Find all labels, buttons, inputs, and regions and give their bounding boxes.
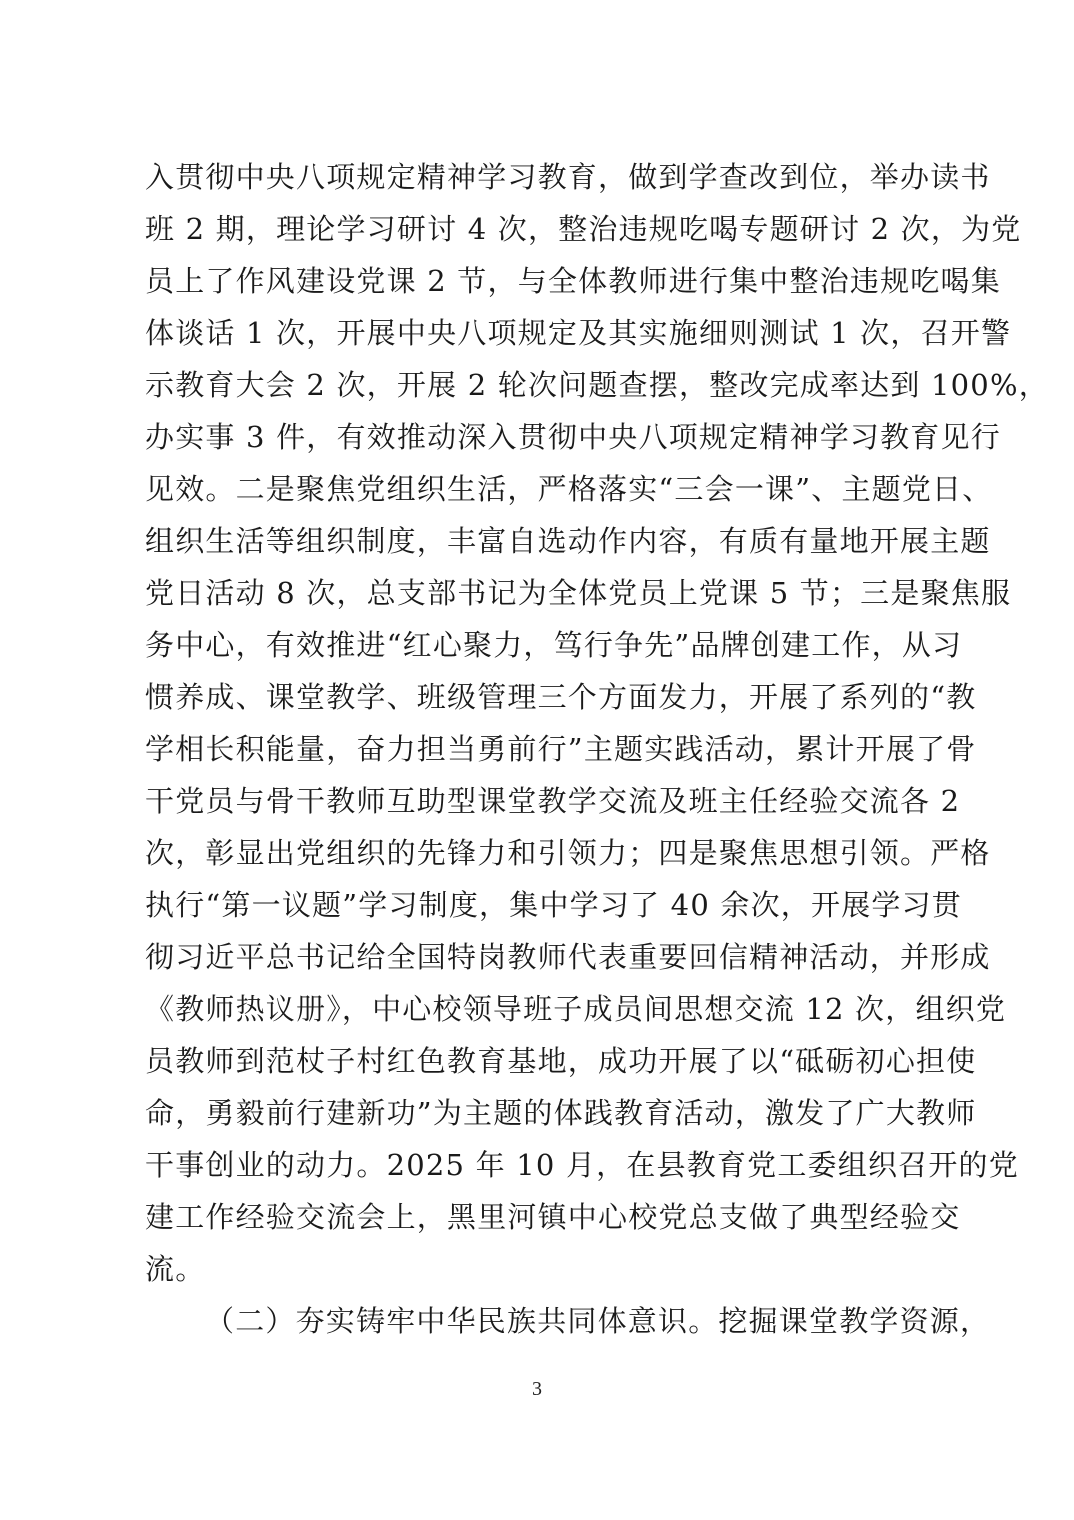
text-line: 示教育大会 2 次，开展 2 轮次问题查摆，整改完成率达到 100%， bbox=[145, 368, 1049, 402]
text-line: 班 2 期，理论学习研讨 4 次，整治违规吃喝专题研讨 2 次，为党 bbox=[145, 212, 1022, 246]
text-line: 组织生活等组织制度，丰富自选动作内容，有质有量地开展主题 bbox=[145, 524, 991, 558]
text-line: 干党员与骨干教师互助型课堂教学交流及班主任经验交流各 2 bbox=[145, 784, 961, 818]
text-line: 办实事 3 件，有效推动深入贯彻中央八项规定精神学习教育见行 bbox=[145, 420, 1001, 454]
page-number: 3 bbox=[532, 1378, 542, 1400]
text-line: 惯养成、课堂教学、班级管理三个方面发力，开展了系列的“教 bbox=[145, 680, 977, 714]
text-line: 员教师到范杖子村红色教育基地，成功开展了以“砥砺初心担使 bbox=[145, 1044, 977, 1078]
section-heading-line: （二）夯实铸牢中华民族共同体意识。挖掘课堂教学资源， bbox=[205, 1304, 991, 1338]
text-line: 体谈话 1 次，开展中央八项规定及其实施细则测试 1 次，召开警 bbox=[145, 316, 1012, 350]
text-line: 务中心，有效推进“红心聚力，笃行争先”品牌创建工作，从习 bbox=[145, 628, 963, 662]
text-line: 流。 bbox=[145, 1252, 206, 1286]
body-text bbox=[145, 151, 1049, 1347]
text-line: 彻习近平总书记给全国特岗教师代表重要回信精神活动，并形成 bbox=[145, 940, 991, 974]
text-line: 见效。二是聚焦党组织生活，严格落实“三会一课”、主题党日、 bbox=[145, 472, 993, 506]
text-line: 学相长积能量，奋力担当勇前行”主题实践活动，累计开展了骨 bbox=[145, 732, 977, 766]
text-line: 命，勇毅前行建新功”为主题的体践教育活动，激发了广大教师 bbox=[145, 1096, 977, 1130]
text-line: 《教师热议册》，中心校领导班子成员间思想交流 12 次，组织党 bbox=[145, 992, 1007, 1026]
text-line: 干事创业的动力。2025 年 10 月，在县教育党工委组织召开的党 bbox=[145, 1148, 1019, 1182]
text-line: 党日活动 8 次，总支部书记为全体党员上党课 5 节；三是聚焦服 bbox=[145, 576, 1012, 610]
text-line: 建工作经验交流会上，黑里河镇中心校党总支做了典型经验交 bbox=[145, 1200, 961, 1234]
text-line: 员上了作风建设党课 2 节，与全体教师进行集中整治违规吃喝集 bbox=[145, 264, 1001, 298]
text-line: 入贯彻中央八项规定精神学习教育，做到学查改到位，举办读书 bbox=[145, 160, 991, 194]
text-line: 次，彰显出党组织的先锋力和引领力；四是聚焦思想引领。严格 bbox=[145, 836, 991, 870]
text-line: 执行“第一议题”学习制度，集中学习了 40 余次，开展学习贯 bbox=[145, 888, 962, 922]
